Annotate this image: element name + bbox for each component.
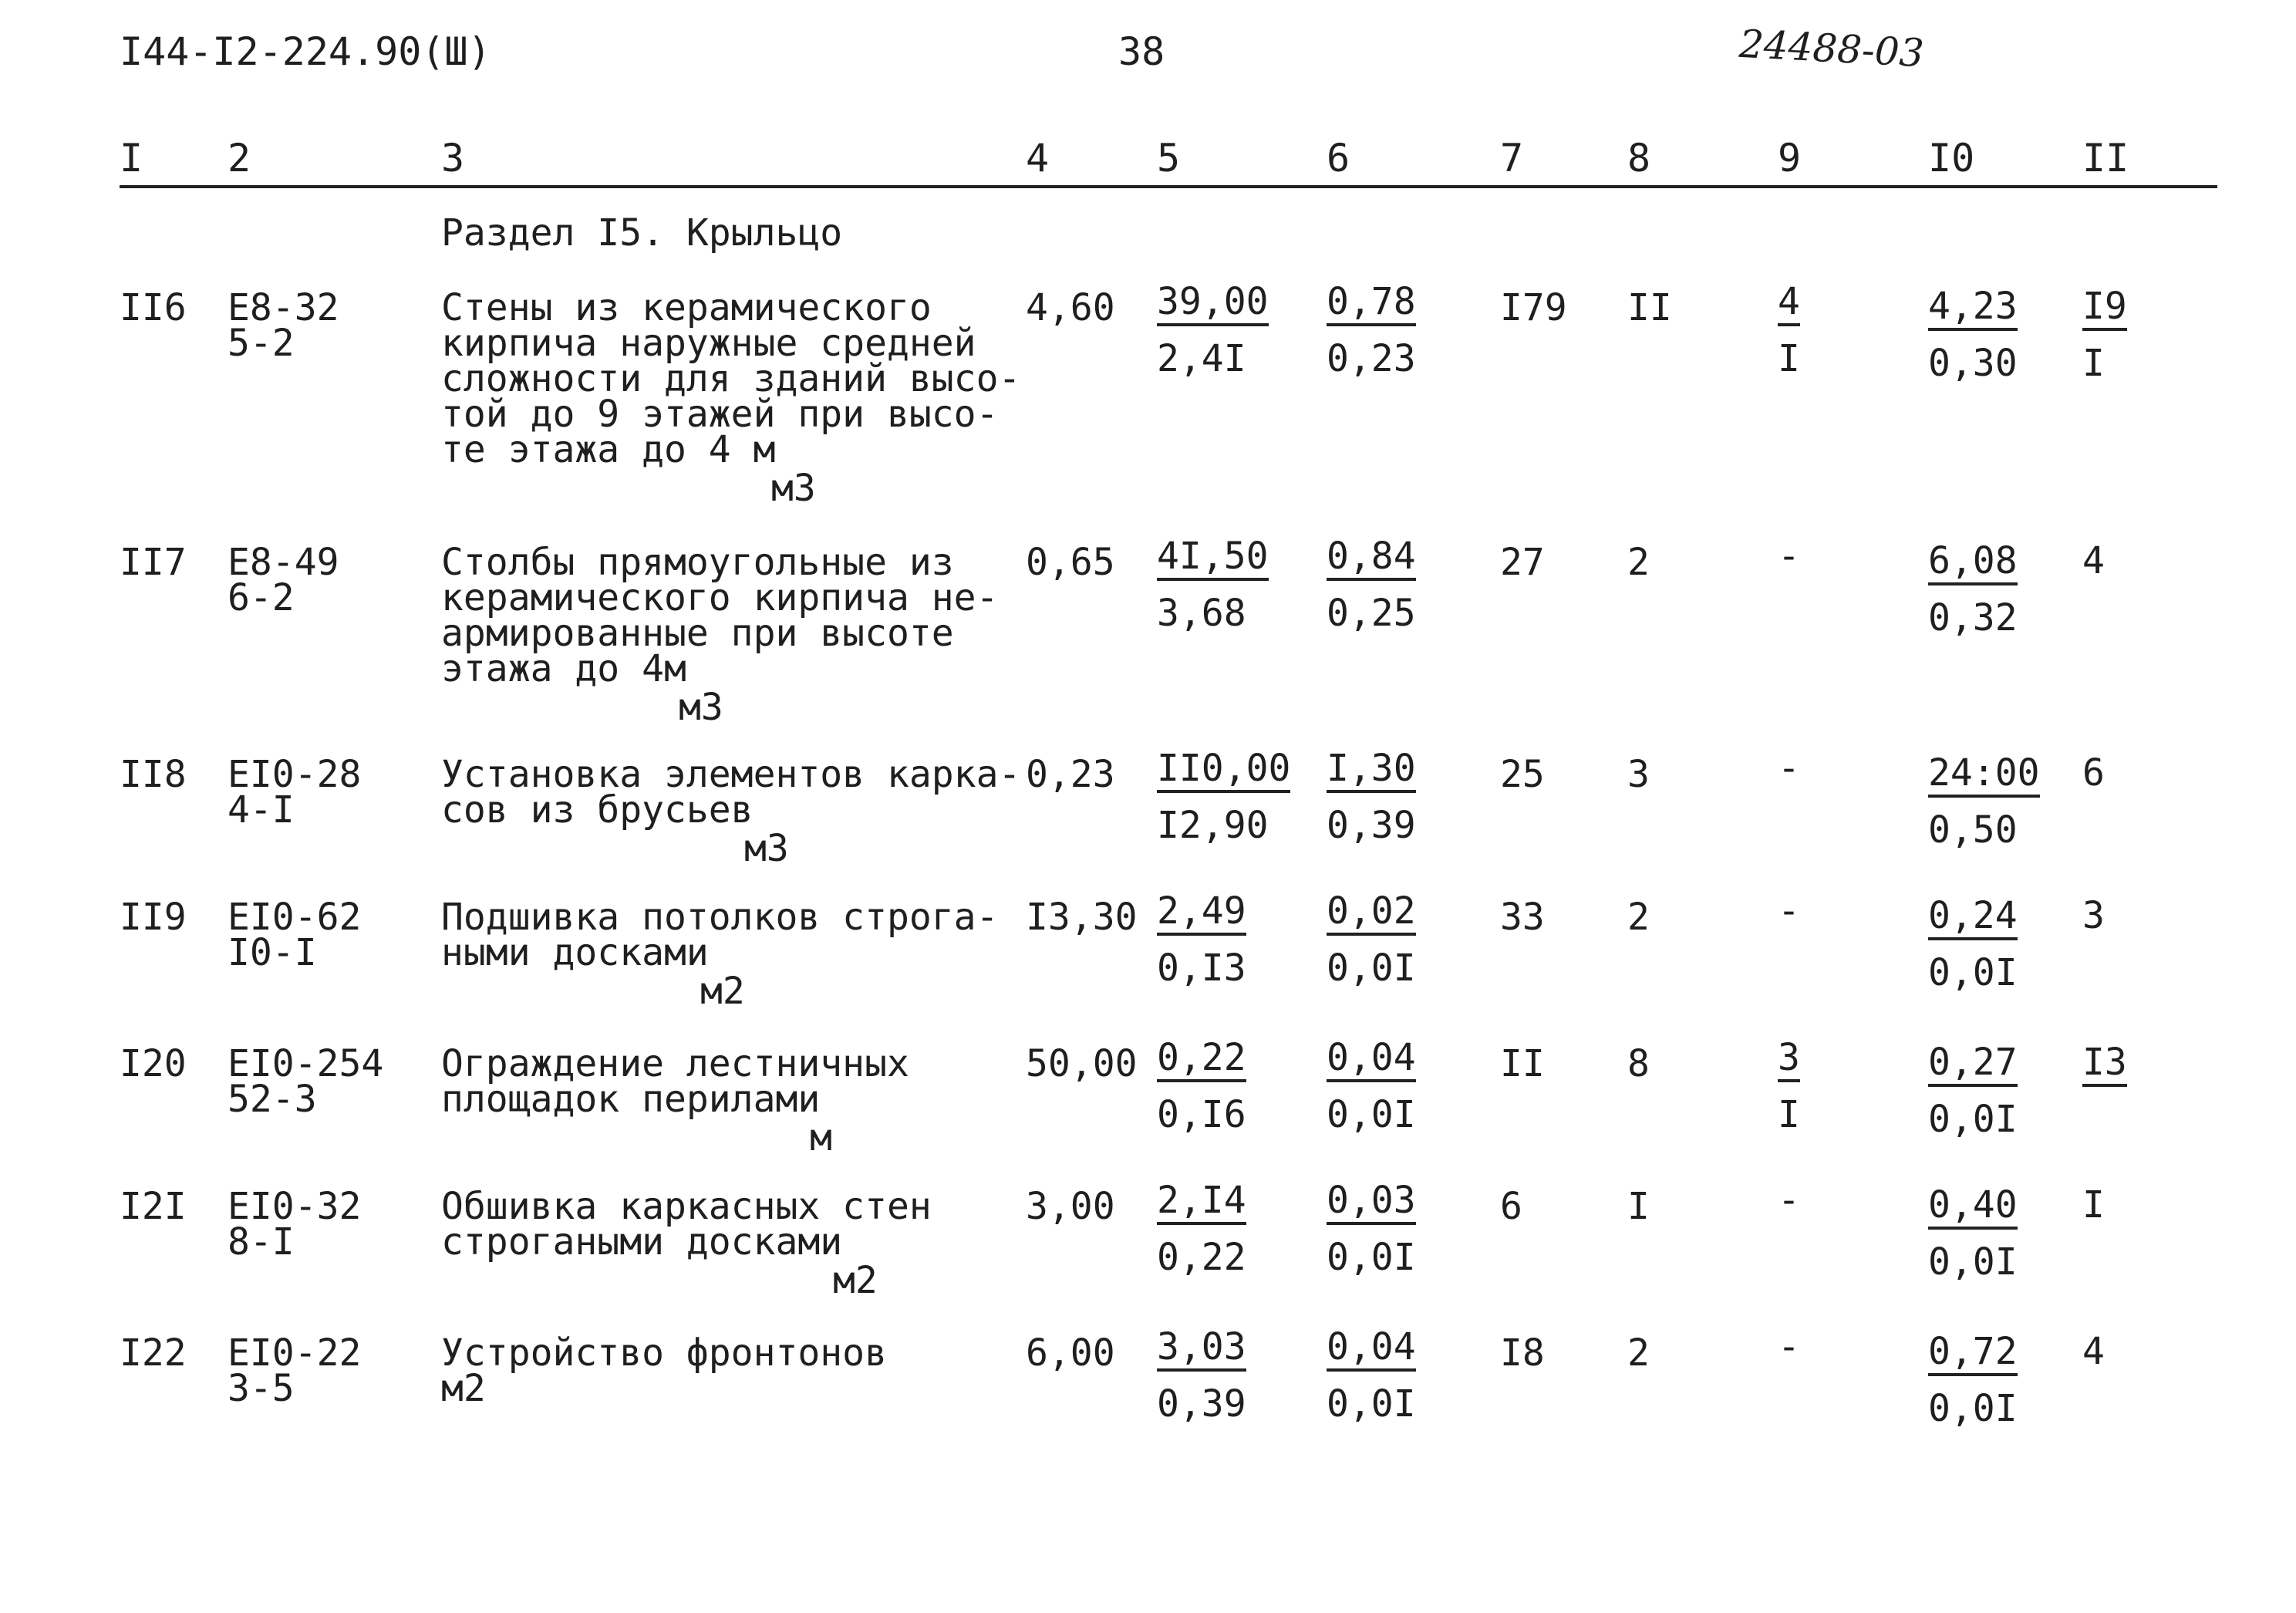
work-description-line: Устройство фронтонов [441,1331,887,1375]
unit-cost-cell-denominator: 0,39 [1157,1382,1246,1426]
unit-label: м3 [679,686,723,729]
norm-code-line: EI0-28 [228,753,362,796]
wage-cost-cell-denominator: 0,25 [1327,592,1416,635]
work-description-line: сложности для зданий высо- [441,357,1021,400]
column-11-cell: 4 [2082,539,2105,582]
column-header-8: 8 [1627,136,1651,181]
unit-cost-cell-numerator: 3,03 [1157,1328,1246,1372]
norm-code-line: 5-2 [228,322,295,365]
column-header-10: I0 [1928,136,1975,181]
total-cost-cell [1928,1041,2018,1141]
unit-cost-cell [1157,889,1246,990]
column-9-cell-numerator: 4 [1778,283,1800,326]
work-description-line: Ограждение лестничных [441,1042,909,1085]
column-8-value: 2 [1627,896,1650,939]
column-8-value: 2 [1627,541,1650,584]
column-11-cell: I [2082,1183,2105,1227]
column-7-value: 27 [1500,541,1545,584]
column-7-value: 25 [1500,753,1545,796]
total-cost-cell-denominator: 0,32 [1928,596,2018,639]
work-description-line: Подшивка потолков строга- [441,896,999,939]
unit-cost-cell [1157,280,1269,380]
column-11-cell: 4 [2082,1330,2105,1373]
wage-cost-cell-denominator: 0,39 [1327,804,1416,847]
total-cost-cell-numerator: 0,40 [1928,1186,2018,1230]
norm-code-line: E8-49 [228,541,339,584]
column-8-value: 2 [1627,1331,1650,1375]
total-cost-cell-numerator: 6,08 [1928,542,2018,585]
column-11-cell [2082,1041,2127,1101]
unit-label: м2 [833,1259,878,1302]
column-9-cell: - [1778,535,1800,578]
work-description-line: Обшивка каркасных стен [441,1185,932,1228]
wage-cost-cell-denominator: 0,0I [1327,1236,1416,1279]
column-8-value: 8 [1627,1042,1650,1085]
column-11-cell: 6 [2082,751,2105,795]
total-cost-cell [1928,285,2018,385]
row-number: II8 [120,753,187,796]
norm-code-line: I0-I [228,931,317,974]
wage-cost-cell-numerator: 0,78 [1327,283,1416,326]
total-cost-cell-denominator: 0,0I [1928,1387,2018,1430]
column-header-9: 9 [1778,136,1802,181]
unit-cost-cell-denominator: 0,I3 [1157,947,1246,990]
wage-cost-cell [1327,280,1416,380]
norm-code-line: EI0-22 [228,1331,362,1375]
norm-code-line: 6-2 [228,576,295,619]
column-header-2: 2 [228,136,251,181]
quantity-value: I3,30 [1026,896,1138,939]
column-header-3: 3 [441,136,465,181]
column-7-value: I8 [1500,1331,1545,1375]
wage-cost-cell [1327,1179,1416,1279]
norm-code-line: E8-32 [228,286,339,329]
unit-cost-cell [1157,1179,1246,1279]
total-cost-cell [1928,1183,2018,1284]
work-description-line: кирпича наружные средней [441,322,976,365]
column-8-value: I [1627,1185,1650,1228]
row-number: I2I [120,1185,187,1228]
column-9-cell: - [1778,1325,1800,1368]
row-number: I20 [120,1042,187,1085]
quantity-value: 0,23 [1026,753,1115,796]
wage-cost-cell-numerator: 0,03 [1327,1182,1416,1225]
unit-cost-cell-numerator: 2,I4 [1157,1182,1246,1225]
total-cost-cell [1928,539,2018,639]
wage-cost-cell [1327,1036,1416,1136]
column-9-cell-denominator: I [1778,1093,1800,1136]
unit-cost-cell [1157,1036,1246,1136]
column-9-cell [1778,280,1800,380]
work-description-line: ными досками [441,931,709,974]
row-number: II9 [120,896,187,939]
unit-label: м3 [771,467,816,510]
column-header-11: II [2082,136,2129,181]
unit-cost-cell-denominator: I2,90 [1157,804,1269,847]
wage-cost-cell-denominator: 0,23 [1327,337,1416,380]
quantity-value: 0,65 [1026,541,1115,584]
page-number: 38 [1118,29,1165,74]
unit-cost-cell [1157,747,1291,847]
column-header-6: 6 [1327,136,1350,181]
section-title: Раздел I5. Крыльцо [441,211,843,255]
column-11-cell-numerator: I3 [2082,1044,2127,1087]
unit-cost-cell-numerator: 0,22 [1157,1039,1246,1082]
work-description-line: Установка элементов карка- [441,753,1021,796]
wage-cost-cell [1327,747,1416,847]
wage-cost-cell-numerator: 0,04 [1327,1039,1416,1082]
row-number: II7 [120,541,187,584]
quantity-value: 3,00 [1026,1185,1115,1228]
column-11-cell-denominator: I [2082,342,2105,385]
norm-code-line: 4-I [228,788,295,832]
row-number: II6 [120,286,187,329]
stamp-number: 24488-03 [1738,21,1925,76]
norm-code-line: EI0-32 [228,1185,362,1228]
work-description-line: Стены из керамического [441,286,932,329]
total-cost-cell [1928,751,2040,852]
unit-cost-cell-numerator: 2,49 [1157,893,1246,936]
column-7-value: 33 [1500,896,1545,939]
work-description-line: армированные при высоте [441,612,954,655]
column-header-5: 5 [1157,136,1181,181]
total-cost-cell-numerator: 24:00 [1928,754,2040,798]
norm-code-line: EI0-62 [228,896,362,939]
wage-cost-cell-numerator: 0,04 [1327,1328,1416,1372]
column-8-value: 3 [1627,753,1650,796]
total-cost-cell-numerator: 0,24 [1928,897,2018,940]
unit-cost-cell-denominator: 3,68 [1157,592,1246,635]
column-header-1: I [120,136,143,181]
total-cost-cell-numerator: 0,27 [1928,1044,2018,1087]
norm-code-line: 52-3 [228,1078,317,1121]
total-cost-cell-denominator: 0,0I [1928,951,2018,994]
total-cost-cell-numerator: 4,23 [1928,288,2018,331]
wage-cost-cell-denominator: 0,0I [1327,1093,1416,1136]
unit-cost-cell-numerator: 39,00 [1157,283,1269,326]
column-7-value: II [1500,1042,1545,1085]
unit-cost-cell [1157,1325,1246,1426]
total-cost-cell-denominator: 0,0I [1928,1098,2018,1141]
total-cost-cell-denominator: 0,50 [1928,808,2018,852]
wage-cost-cell-denominator: 0,0I [1327,947,1416,990]
total-cost-cell [1928,894,2018,994]
column-7-value: 6 [1500,1185,1522,1228]
column-9-cell: - [1778,1179,1800,1222]
work-description-line: сов из брусьев [441,788,754,832]
column-8-value: II [1627,286,1672,329]
work-description-line: площадок перилами [441,1078,821,1121]
column-9-cell-denominator: I [1778,337,1800,380]
unit-cost-cell-numerator: 4I,50 [1157,538,1269,581]
norm-code-line: 3-5 [228,1367,295,1410]
work-description-line: той до 9 этажей при высо- [441,393,999,436]
unit-cost-cell-numerator: II0,00 [1157,750,1290,793]
work-description-line: те этажа до 4 м [441,428,776,471]
column-9-cell: - [1778,747,1800,790]
unit-cost-cell-denominator: 0,I6 [1157,1093,1246,1136]
work-description-line: керамического кирпича не- [441,576,999,619]
column-9-cell [1778,1036,1800,1136]
wage-cost-cell [1327,889,1416,990]
quantity-value: 50,00 [1026,1042,1138,1085]
wage-cost-cell-numerator: 0,84 [1327,538,1416,581]
unit-label: м [810,1116,832,1159]
wage-cost-cell-numerator: I,30 [1327,750,1416,793]
column-9-cell: - [1778,889,1800,933]
column-header-7: 7 [1500,136,1524,181]
column-header-4: 4 [1026,136,1050,181]
quantity-value: 6,00 [1026,1331,1115,1375]
column-11-cell-numerator: I9 [2082,288,2127,331]
norm-code-line: EI0-254 [228,1042,384,1085]
total-cost-cell-numerator: 0,72 [1928,1333,2018,1376]
unit-cost-cell [1157,535,1269,635]
total-cost-cell-denominator: 0,30 [1928,342,2018,385]
total-cost-cell-denominator: 0,0I [1928,1240,2018,1284]
work-description-line: строгаными досками [441,1220,843,1264]
unit-label: м3 [744,827,789,870]
unit-cost-cell-denominator: 0,22 [1157,1236,1246,1279]
row-number: I22 [120,1331,187,1375]
unit-label: м2 [700,970,745,1013]
wage-cost-cell-numerator: 0,02 [1327,893,1416,936]
quantity-value: 4,60 [1026,286,1115,329]
work-description-line: этажа до 4м [441,647,686,690]
column-7-value: I79 [1500,286,1567,329]
wage-cost-cell [1327,1325,1416,1426]
column-11-cell [2082,285,2127,385]
wage-cost-cell [1327,535,1416,635]
column-9-cell-numerator: 3 [1778,1039,1800,1082]
document-code: I44-I2-224.90(Ш) [120,29,491,74]
wage-cost-cell-denominator: 0,0I [1327,1382,1416,1426]
norm-code-line: 8-I [228,1220,295,1264]
header-rule [120,185,2217,188]
column-11-cell: 3 [2082,894,2105,937]
unit-cost-cell-denominator: 2,4I [1157,337,1246,380]
work-description-line: Столбы прямоугольные из [441,541,954,584]
total-cost-cell [1928,1330,2018,1430]
work-description-line: м2 [441,1367,486,1410]
